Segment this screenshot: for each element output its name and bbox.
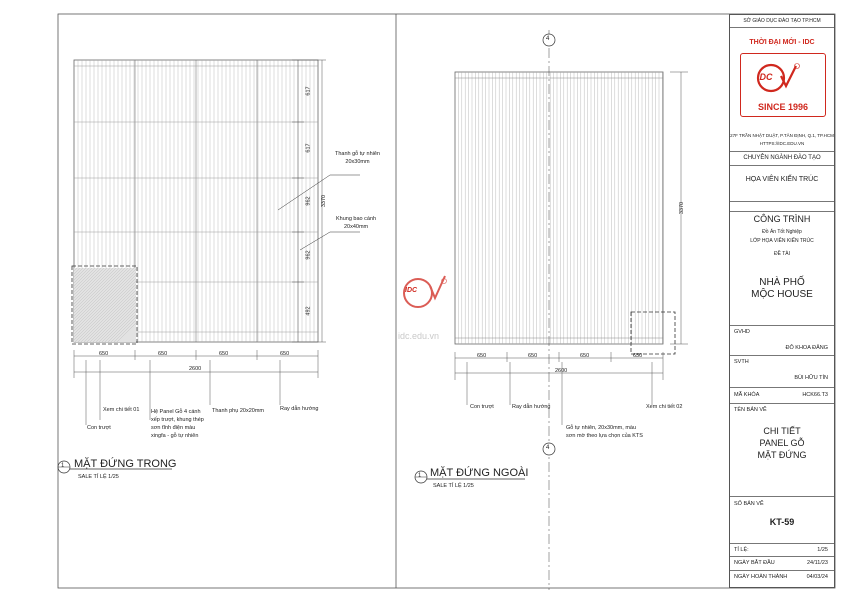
topic-label: ĐỀ TÀI	[773, 251, 791, 257]
dim-label: 617	[305, 86, 312, 96]
sheet-label: SỐ BẢN VẼ	[734, 501, 764, 507]
height-total-label: 3370	[679, 201, 686, 215]
project-sub1: Đồ Án Tốt Nghiệp	[762, 229, 802, 235]
dim-label: 492	[305, 306, 312, 316]
hatch-line	[6, 268, 80, 342]
project-label: CÔNG TRÌNH	[753, 214, 811, 224]
sheet-border	[58, 14, 835, 588]
dim-label: 962	[305, 196, 312, 206]
axis-bottom-label: 4	[546, 445, 550, 451]
callout-rail: Ray dẫn hướng	[280, 406, 319, 412]
callout-detail-02: Xem chi tiết 02	[646, 404, 683, 410]
left-view-scale: SALE TỈ LỆ 1/25	[78, 474, 119, 480]
dim-label: 650	[219, 351, 229, 357]
department-text: SỞ GIÁO DỤC ĐÀO TẠO TP.HCM	[743, 18, 821, 24]
scale-label: TỈ LỆ:	[734, 547, 749, 553]
gvhd-label: GVHD	[734, 329, 750, 335]
left-elevation-panel	[0, 60, 318, 344]
scale-value: 1/25	[817, 547, 828, 553]
callout-roller: Con trượt	[87, 425, 111, 431]
callout-detail-01: Xem chi tiết 01	[103, 407, 140, 413]
callout-panel-system: Hệ Panel Gỗ 4 cánh xếp trượt, khung thép sơn tĩnh điện màu xingfa - gỗ tự nhiên	[151, 409, 204, 439]
callout-roller: Con trượt	[470, 404, 494, 410]
dim-label: 650	[633, 353, 643, 359]
dim-label: 617	[305, 143, 312, 153]
axis-top-label: 4	[546, 36, 550, 42]
class-value: HCK66.T3	[802, 392, 828, 398]
hatch-line	[0, 268, 74, 342]
end-date-value: 04/03/24	[806, 574, 828, 580]
drawing-label: TÊN BẢN VẼ	[734, 407, 767, 413]
since-text: SINCE 1996	[757, 102, 809, 112]
gvhd-value: ĐỖ KHOA ĐĂNG	[785, 345, 828, 351]
left-view-title: MẶT ĐỨNG TRONG	[74, 458, 177, 470]
detail-02-box	[631, 312, 675, 354]
right-view-title: MẶT ĐỨNG NGOÀI	[430, 467, 529, 479]
callout-wood-bar: Thanh gỗ tự nhiên 20x30mm	[335, 151, 380, 165]
height-total-label: 3370	[321, 194, 328, 208]
project-name: NHÀ PHỐ MỘC HOUSE	[751, 277, 813, 300]
hatch-line	[3, 268, 77, 342]
class-label: MÃ KHÓA	[734, 392, 760, 398]
logo-text: IDC	[757, 72, 773, 82]
dim-label: 650	[158, 351, 168, 357]
left-marker-number: 1	[61, 463, 65, 469]
left-leaders	[278, 175, 360, 250]
right-elevation-panel	[455, 72, 675, 354]
drawing-name: CHI TIẾT PANEL GỖ MẶT ĐỨNG	[757, 426, 807, 460]
major-label: CHUYÊN NGÀNH ĐÀO TẠO	[743, 155, 821, 161]
right-view-scale: SALE TỈ LỆ 1/25	[433, 483, 474, 489]
address-text: 27F TRẦN NHẬT DUẬT, P.TÂN ĐỊNH, Q.1, TP.HCM	[730, 133, 834, 138]
right-width-dims	[455, 352, 663, 425]
callout-sub-bar: Thanh phụ 20x20mm	[212, 408, 264, 414]
dim-label: 650	[280, 351, 290, 357]
dim-label: 650	[99, 351, 109, 357]
start-date-label: NGÀY BẮT ĐẦU	[734, 560, 775, 566]
dim-label: 962	[305, 250, 312, 260]
sheet-number: KT-59	[769, 517, 795, 527]
major-text: HỌA VIÊN KIẾN TRÚC	[745, 176, 819, 183]
website-text: HTTPS://IDC.EDU.VN	[759, 141, 805, 146]
dim-label: 650	[580, 353, 590, 359]
right-marker-number: 1	[418, 473, 422, 479]
project-sub2: LỚP HỌA VIÊN KIẾN TRÚC	[750, 238, 814, 244]
dim-label: 650	[528, 353, 538, 359]
watermark-text: idc.edu.vn	[398, 331, 440, 341]
watermark-logo-text: IDC	[405, 287, 418, 294]
brand-name: THỜI ĐẠI MỚI - IDC	[749, 39, 815, 46]
callout-wood: Gỗ tự nhiên, 20x30mm, màu sơn mờ theo lựa chọn của KTS	[566, 425, 643, 439]
callout-rail: Ray dẫn hướng	[512, 404, 551, 410]
svth-value: BÙI HỮU TÍN	[794, 375, 828, 381]
start-date-value: 24/11/23	[806, 560, 828, 566]
dim-total-label: 2600	[555, 368, 568, 374]
idc-logo	[740, 53, 826, 117]
callout-frame: Khung bao cánh 20x40mm	[336, 216, 377, 230]
title-block	[729, 14, 835, 588]
dim-label: 650	[477, 353, 487, 359]
svth-label: SVTH	[734, 359, 749, 365]
end-date-label: NGÀY HOÀN THÀNH	[734, 574, 788, 580]
dim-total-label: 2600	[189, 366, 202, 372]
